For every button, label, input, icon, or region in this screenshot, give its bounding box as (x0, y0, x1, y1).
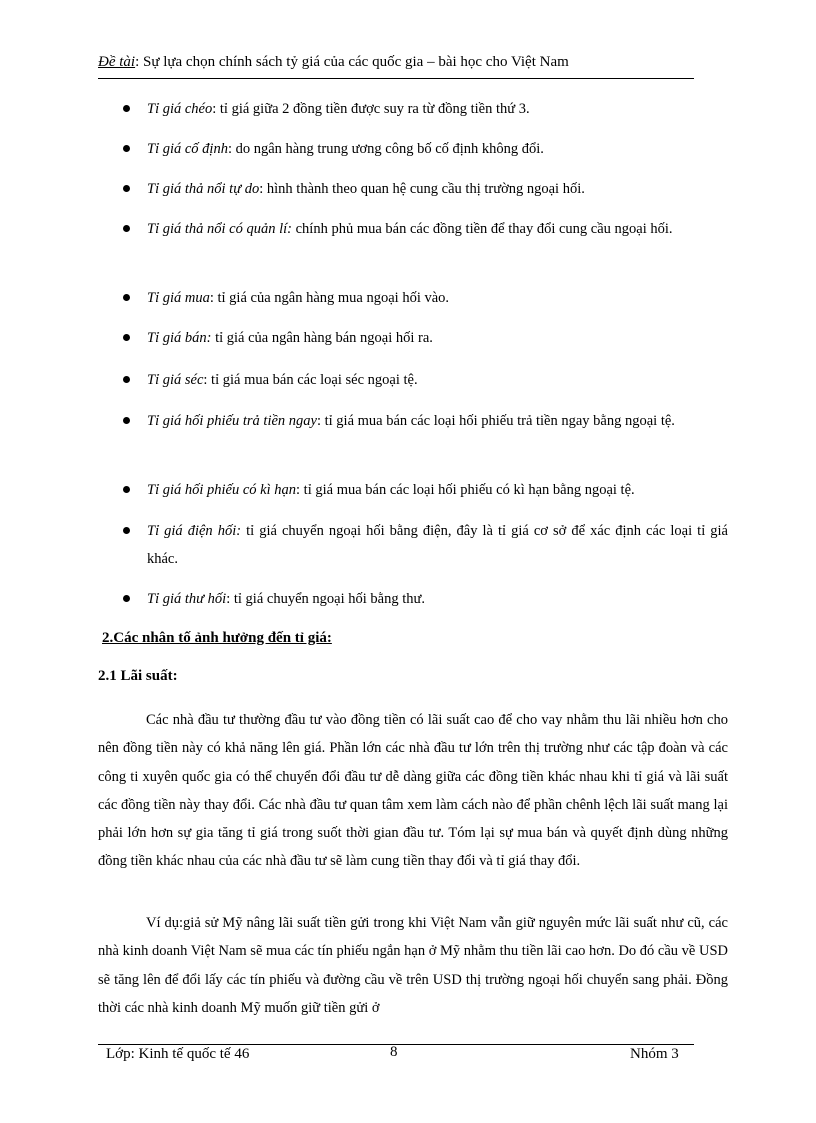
term: Tỉ giá bán: (147, 330, 212, 346)
bullet-icon (123, 145, 130, 152)
list-item (123, 407, 728, 435)
bullet-icon (123, 334, 130, 341)
term-description: : tỉ giá mua bán các loại séc ngoại tệ. (203, 372, 418, 388)
term-description: chính phủ mua bán các đồng tiền để thay đổi cung cầu ngoại hối. (292, 221, 673, 237)
list-item (123, 175, 728, 203)
list-item (123, 135, 728, 163)
term: Tỉ giá hối phiếu trả tiền ngay (147, 413, 317, 429)
bullet-icon (123, 225, 130, 232)
term: Tỉ giá thư hối (147, 591, 227, 607)
bullet-icon (123, 105, 130, 112)
footer-group: Nhóm 3 (630, 1046, 679, 1062)
term: Tỉ giá mua (147, 290, 210, 306)
term-description: : tỉ giá mua bán các loại hối phiếu trả tiền ngay bằng ngoại tệ. (316, 413, 675, 429)
term-description: tỉ giá của ngân hàng bán ngoại hối ra. (211, 330, 433, 346)
header-label: Đề tài (98, 54, 136, 70)
term-description: : tỉ giá mua bán các loại hối phiếu có kì hạn bằng ngoại tệ. (296, 482, 635, 498)
term: Tỉ giá chéo (147, 101, 213, 117)
bullet-icon (123, 595, 130, 602)
paragraph: Các nhà đầu tư thường đầu tư vào đồng tiền có lãi suất cao để cho vay nhằm thu lãi nhiều hơn cho nên đồng tiền này có khả năng lên giá. Phần lớn các nhà đầu tư lớn trên thị trường như các tập đoàn và các công ti xuyên quốc gia có thể chuyển đổi đầu tư dễ dàng giữa các đồng tiền khác nhau khi tỉ giá và lãi suất các đồng tiền này thay đổi. Các nhà đầu tư quan tâm xem làm cách nào để phần chênh lệch lãi suất mang lại phải lớn hơn sự gia tăng tỉ giá trong suốt thời gian đầu tư. Tóm lại sự mua bán và quyết định dùng những đồng tiền khác nhau của các nhà đầu tư sẽ làm cung tiền thay đổi và tỉ giá thay đổi. (98, 712, 728, 870)
bullet-icon (123, 417, 130, 424)
bullet-icon (123, 486, 130, 493)
term: Tỉ giá séc (147, 372, 204, 388)
list-item (123, 366, 728, 394)
header-title: : Sự lựa chọn chính sách tỷ giá của các quốc gia – bài học cho Việt Nam (135, 54, 569, 70)
term-description: : tỉ giá chuyển ngoại hối bằng thư. (226, 591, 425, 607)
footer-class: Lớp: Kinh tế quốc tế 46 (106, 1046, 250, 1062)
bullet-icon (123, 294, 130, 301)
bullet-icon (123, 376, 130, 383)
list-item (123, 215, 728, 243)
term: Tỉ giá cố định (147, 141, 228, 157)
page-number: 8 (390, 1044, 398, 1060)
paragraph: Ví dụ:giả sử Mỹ nâng lãi suất tiền gửi trong khi Việt Nam vẫn giữ nguyên mức lãi suất như cũ, các nhà kinh doanh Việt Nam sẽ mua các tín phiếu ngắn hạn ở Mỹ nhằm thu tiền lãi cao hơn. Do đó cầu về USD sẽ tăng lên để đổi lấy các tín phiếu và đường cầu về trên USD thị trường ngoại hối chuyển sang phải. Đồng thời các nhà kinh doanh Mỹ muốn giữ tiền gửi ở (98, 915, 728, 1016)
list-item (123, 284, 728, 312)
list-item (123, 517, 728, 573)
term: Tỉ giá thả nổi có quản lí: (147, 221, 292, 237)
list-item (123, 95, 728, 123)
term-description: : tỉ giá của ngân hàng mua ngoại hối vào. (209, 290, 450, 306)
term: Tỉ giá điện hối: (147, 523, 242, 539)
section-heading: 2.Các nhân tố ảnh hưởng đến tỉ giá: (102, 630, 332, 646)
term: Tỉ giá thả nổi tự do (147, 181, 260, 197)
header-divider (98, 78, 694, 79)
term-description: : tỉ giá giữa 2 đồng tiền được suy ra từ đồng tiền thứ 3. (212, 101, 530, 117)
list-item (123, 585, 728, 613)
list-item (123, 476, 728, 504)
term: Tỉ giá hối phiếu có kì hạn (147, 482, 297, 498)
term-description: : hình thành theo quan hệ cung cầu thị trường ngoại hối. (259, 181, 585, 197)
list-item (123, 324, 728, 352)
bullet-icon (123, 527, 130, 534)
term-description: : do ngân hàng trung ương công bố cố định không đổi. (227, 141, 544, 157)
bullet-icon (123, 185, 130, 192)
subsection-heading: 2.1 Lãi suất: (98, 668, 178, 684)
page-header (98, 52, 694, 72)
term-description: tỉ giá chuyển ngoại hối bằng điện, đây là tỉ giá cơ sở để xác định các loại tỉ giá khác. (147, 523, 728, 567)
